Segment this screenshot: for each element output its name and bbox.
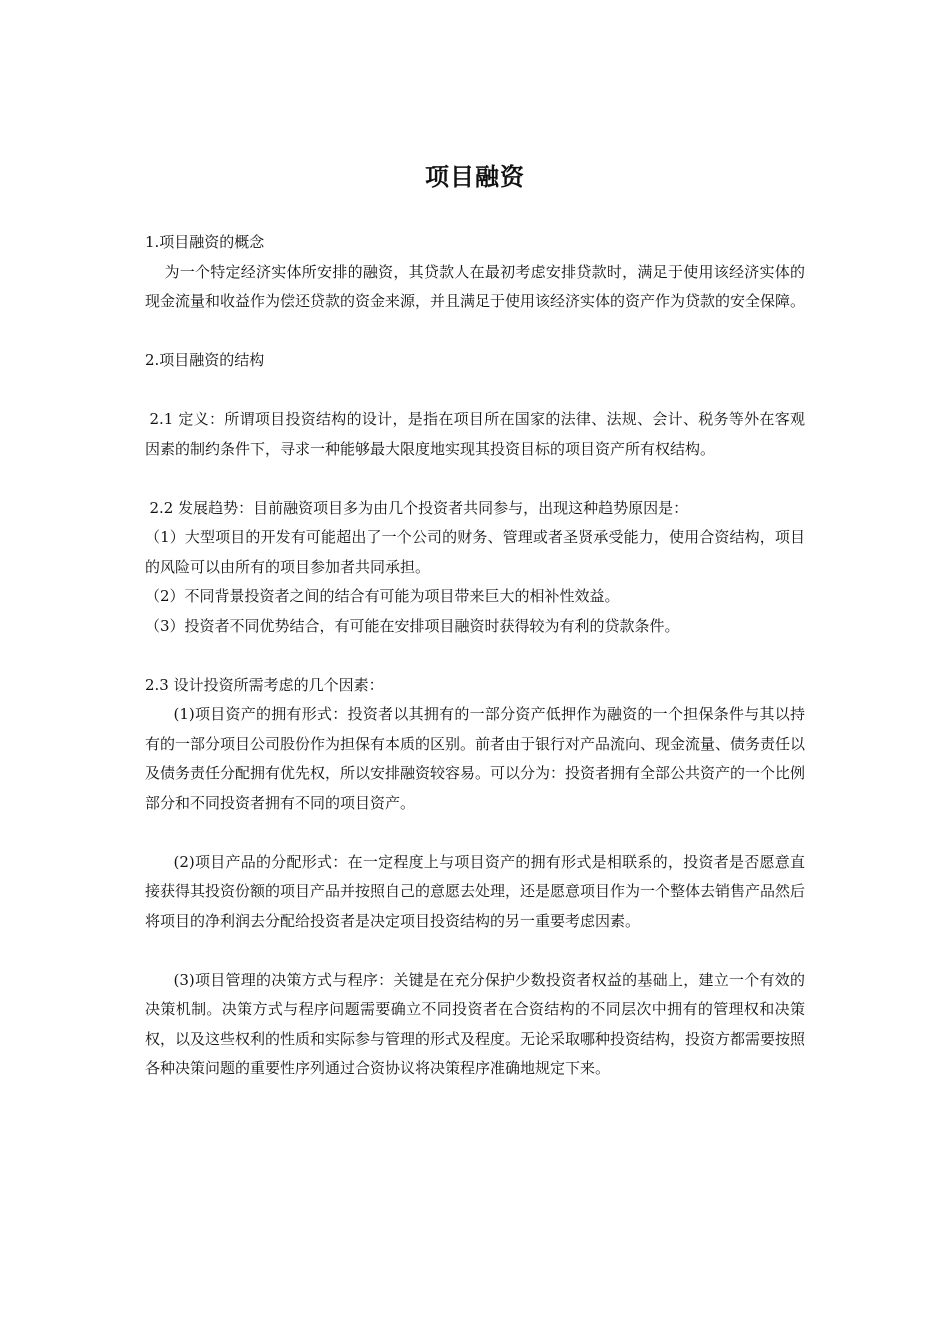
document-title: 项目融资 [425,162,525,191]
paragraph-gap [145,464,805,494]
trend-item-2: （2）不同背景投资者之间的结合有可能为项目带来巨大的相补性效益。 [145,587,620,605]
paragraph-gap [145,317,805,347]
trend-item-1: （1）大型项目的开发有可能超出了一个公司的财务、管理或者圣贤承受能力，使用合资结构，项目的风险可以由所有的项目参加者共同承担。 [145,528,805,576]
paragraph-gap [145,376,805,406]
section-heading-structure: 2.项目融资的结构 [145,351,265,369]
section-heading-concept: 1.项目融资的概念 [145,233,265,251]
factor-management-decision: (3)项目管理的决策方式与程序：关键是在充分保护少数投资者权益的基础上，建立一个有效的决策机制。决策方式与程序问题需要确立不同投资者在合资结构的不同层次中拥有的管理权和决策权，以及这些权利的性质和实际参与管理的形式及程度。无论采取哪种投资结构，投资方都需要按照各种决策问题的重要性序列通过合资协议将决策程序准确地规定下来。 [145,970,806,1077]
document-body [145,228,805,1084]
paragraph-gap [145,641,805,671]
definition-paragraph: 2.1 定义：所谓项目投资结构的设计，是指在项目所在国家的法律、法规、会计、税务等外在客观因素的制约条件下，寻求一种能够最大限度地实现其投资目标的项目资产所有权结构。 [145,410,805,458]
factor-asset-ownership: (1)项目资产的拥有形式：投资者以其拥有的一部分资产低押作为融资的一个担保条件与其以持有的一部分项目公司股份作为担保有本质的区别。前者由于银行对产品流向、现金流量、债务责任以及债务责任分配拥有优先权，所以安排融资较容易。可以分为：投资者拥有全部公共资产的一个比例部分和不同投资者拥有不同的项目资产。 [145,705,806,812]
factors-heading: 2.3 设计投资所需考虑的几个因素： [145,675,384,694]
paragraph-gap [145,936,805,966]
concept-paragraph: 为一个特定经济实体所安排的融资，其贷款人在最初考虑安排贷款时，满足于使用该经济实体的现金流量和收益作为偿还贷款的资金来源，并且满足于使用该经济实体的资产作为贷款的安全保障。 [145,262,806,310]
trend-item-3: （3）投资者不同优势结合，有可能在安排项目融资时获得较为有利的贷款条件。 [145,616,680,635]
factor-product-distribution: (2)项目产品的分配形式：在一定程度上与项目资产的拥有形式是相联系的，投资者是否愿意直接获得其投资份额的项目产品并按照自己的意愿去处理，还是愿意项目作为一个整体去销售产品然后将项目的净利润去分配给投资者是决定项目投资结构的另一重要考虑因素。 [145,852,806,930]
trend-heading: 2.2 发展趋势：目前融资项目多为由几个投资者共同参与，出现这种趋势原因是： [149,498,689,517]
paragraph-gap [145,818,805,848]
